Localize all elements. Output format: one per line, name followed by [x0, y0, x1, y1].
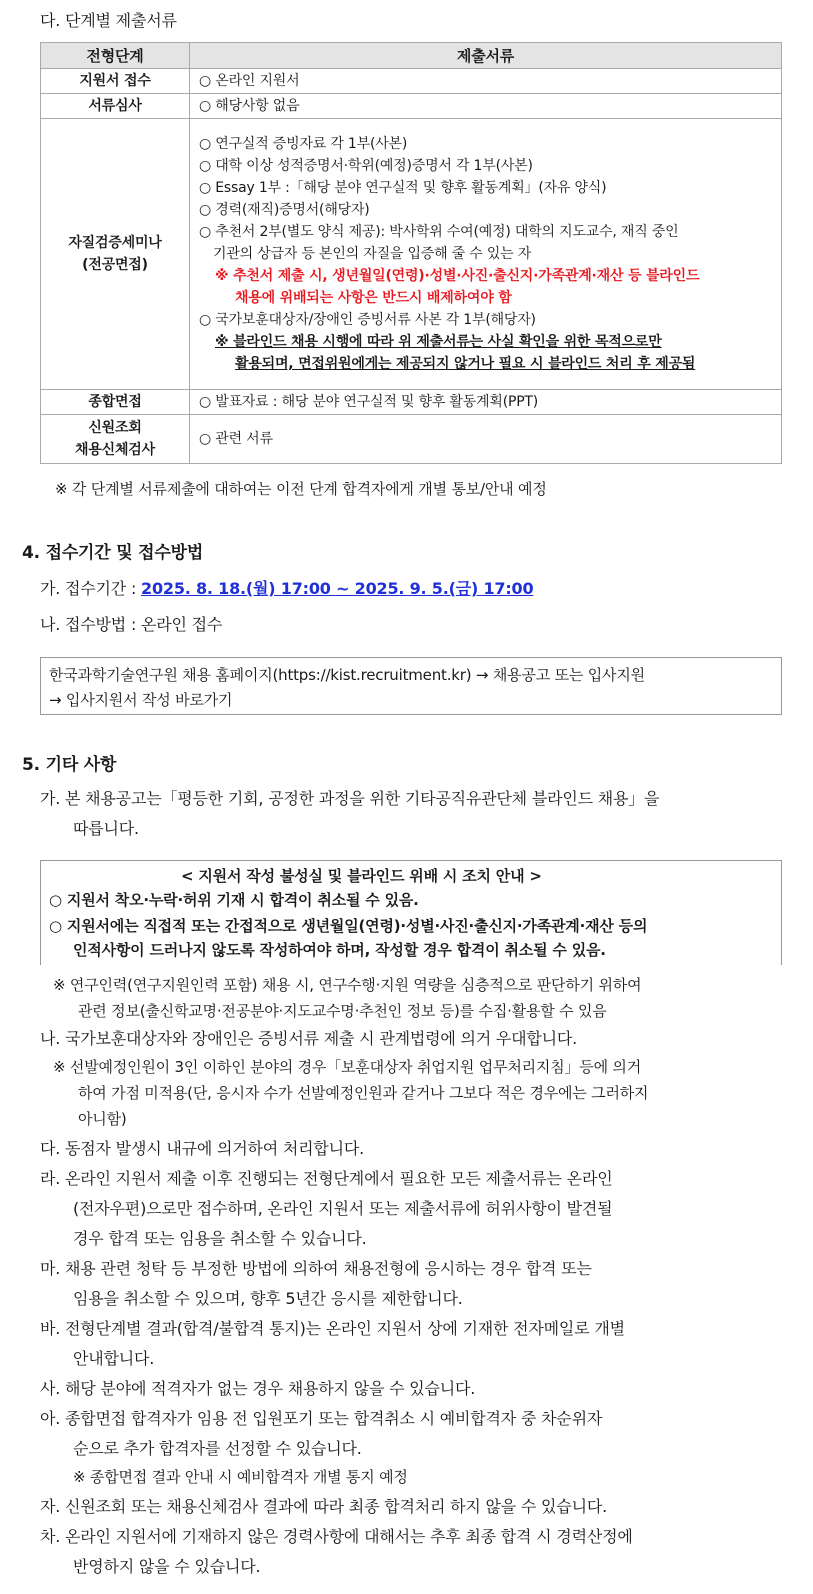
item-i: 자. 신원조회 또는 채용신체검사 결과에 따라 최종 합격처리 하지 않을 수 있습니다.: [40, 1497, 607, 1516]
doc-item: ○ 연구실적 증빙자료 각 1부(사본): [199, 136, 408, 152]
warning-item: ○ 지원서에는 직접적 또는 간접적으로 생년월일(연령)·성별·사진·출신지·가족관계·재산 등의: [49, 917, 648, 935]
docs-cell: ○ 관련 서류: [190, 415, 782, 464]
table-row: [41, 94, 782, 119]
table-row: [41, 119, 782, 390]
table-header-row: [41, 43, 782, 69]
item-b: 나. 국가보훈대상자와 장애인은 증빙서류 제출 시 관계법령에 의거 우대합니다.: [40, 1029, 578, 1048]
docs-cell: ○ 발표자료 : 해당 분야 연구실적 및 향후 활동계획(PPT): [190, 390, 782, 415]
apply-link-box: [40, 657, 782, 715]
stage-cell: [41, 415, 190, 464]
stage-cell: 종합면접: [41, 390, 190, 415]
stage-line: 채용신체검사: [75, 442, 155, 458]
method-line: 나. 접수방법 : 온라인 접수: [40, 615, 223, 634]
note-veteran: ※ 선발예정인원이 3인 이하인 분야의 경우「보훈대상자 취업지원 업무처리지침」등에 의거: [53, 1058, 642, 1076]
item-f: 안내합니다.: [73, 1349, 155, 1368]
doc-item: ○ Essay 1부 :「해당 분야 연구실적 및 향후 활동계획」(자유 양식): [199, 180, 607, 196]
stage-cell: 지원서 접수: [41, 69, 190, 94]
stage-cell: 서류심사: [41, 94, 190, 119]
red-note-line: 채용에 위배되는 사항은 반드시 배제하여야 함: [235, 290, 512, 306]
warning-box: [40, 860, 782, 965]
table-header: 전형단계: [41, 43, 190, 69]
table-row: [41, 69, 782, 94]
item-e: 마. 채용 관련 청탁 등 부정한 방법에 의하여 채용전형에 응시하는 경우 합격 또는: [40, 1259, 592, 1278]
note-research: 관련 정보(출신학교명·전공분야·지도교수명·추천인 정보 등)를 수집·활용할 수 있음: [78, 1002, 607, 1020]
blind-note-line: 활용되며, 면접위원에게는 제공되지 않거나 필요 시 블라인드 처리 후 제공됨: [235, 356, 696, 372]
warning-item: ○ 지원서 착오·누락·허위 기재 시 합격이 취소될 수 있음.: [49, 891, 419, 909]
stage-line: 자질검증세미나: [68, 235, 162, 251]
docs-cell: [190, 119, 782, 390]
red-note-line: ※ 추천서 제출 시, 생년월일(연령)·성별·사진·출신지·가족관계·재산 등 블라인드: [215, 268, 700, 284]
doc-item: ○ 대학 이상 성적증명서·학위(예정)증명서 각 1부(사본): [199, 158, 533, 174]
red-note: [199, 265, 781, 309]
stage-line: (전공면접): [82, 257, 148, 273]
item-a-line: 가. 본 채용공고는「평등한 기회, 공정한 과정을 위한 기타공직유관단체 블라인드 채용」을: [40, 789, 660, 808]
item-c: 다. 동점자 발생시 내규에 의거하여 처리합니다.: [40, 1139, 365, 1158]
doc-item: ○ 추천서 2부(별도 양식 제공): 박사학위 수여(예정) 대학의 지도교수, 재직 중인: [199, 224, 679, 240]
period-label: 가. 접수기간 :: [40, 579, 142, 598]
stage-cell: [41, 119, 190, 390]
docs-cell: ○ 해당사항 없음: [190, 94, 782, 119]
item-j: 반영하지 않을 수 있습니다.: [73, 1557, 261, 1576]
apply-link-line: → 입사지원서 작성 바로가기: [49, 691, 233, 709]
item-j: 차. 온라인 지원서에 기재하지 않은 경력사항에 대해서는 추후 최종 합격 시 경력산정에: [40, 1527, 633, 1546]
docs-cell: ○ 온라인 지원서: [190, 69, 782, 94]
blind-note: [199, 331, 781, 375]
item-f: 바. 전형단계별 결과(합격/불합격 통지)는 온라인 지원서 상에 기재한 전자메일로 개별: [40, 1319, 625, 1338]
table-note: ※ 각 단계별 서류제출에 대하여는 이전 단계 합격자에게 개별 통보/안내 예정: [55, 480, 547, 498]
item-d: 라. 온라인 지원서 제출 이후 진행되는 전형단계에서 필요한 모든 제출서류는 온라인: [40, 1169, 613, 1188]
stage-line: 신원조회: [88, 420, 142, 436]
note-veteran: 하여 가점 미적용(단, 응시자 수가 선발예정인원과 같거나 그보다 적은 경우에는 그러하지: [78, 1084, 649, 1102]
item-e: 임용을 취소할 수 있으며, 향후 5년간 응시를 제한합니다.: [73, 1289, 463, 1308]
section5-title: 5. 기타 사항: [22, 755, 117, 775]
blind-note-line: ※ 블라인드 채용 시행에 따라 위 제출서류는 사실 확인을 위한 목적으로만: [215, 334, 662, 350]
apply-link-line: 한국과학기술연구원 채용 홈페이지(https://kist.recruitment.kr) → 채용공고 또는 입사지원: [49, 666, 645, 684]
doc-item: ○ 경력(재직)증명서(해당자): [199, 202, 370, 218]
section-title-documents: 다. 단계별 제출서류: [40, 11, 177, 30]
note-veteran: 아니함): [78, 1110, 127, 1128]
item-h: 아. 종합면접 합격자가 임용 전 입원포기 또는 합격취소 시 예비합격자 중 차순위자: [40, 1409, 603, 1428]
item-h: 순으로 추가 합격자를 선정할 수 있습니다.: [73, 1439, 362, 1458]
table-row: [41, 390, 782, 415]
table-row: [41, 415, 782, 464]
doc-item: 기관의 상급자 등 본인의 자질을 입증해 줄 수 있는 자: [213, 246, 532, 262]
warning-item: 인적사항이 드러나지 않도록 작성하여야 하며, 작성할 경우 합격이 취소될 수 있음.: [73, 941, 606, 959]
item-d: (전자우편)으로만 접수하며, 온라인 지원서 또는 제출서류에 허위사항이 발견될: [73, 1199, 613, 1218]
period-line: [40, 576, 533, 599]
section4-title: 4. 접수기간 및 접수방법: [22, 543, 204, 563]
table-header: 제출서류: [190, 43, 782, 69]
warning-title: < 지원서 작성 불성실 및 블라인드 위배 시 조치 안내 >: [181, 867, 542, 885]
period-value: 2025. 8. 18.(월) 17:00 ~ 2025. 9. 5.(금) 17:00: [141, 579, 534, 598]
note-research: ※ 연구인력(연구지원인력 포함) 채용 시, 연구수행·지원 역량을 심층적으로 판단하기 위하여: [53, 976, 642, 994]
item-d: 경우 합격 또는 임용을 취소할 수 있습니다.: [73, 1229, 367, 1248]
item-g: 사. 해당 분야에 적격자가 없는 경우 채용하지 않을 수 있습니다.: [40, 1379, 476, 1398]
item-a-line: 따릅니다.: [73, 819, 139, 838]
documents-table: [40, 42, 782, 464]
note-reserve: ※ 종합면접 결과 안내 시 예비합격자 개별 통지 예정: [73, 1468, 408, 1486]
doc-item: ○ 국가보훈대상자/장애인 증빙서류 사본 각 1부(해당자): [199, 312, 536, 328]
